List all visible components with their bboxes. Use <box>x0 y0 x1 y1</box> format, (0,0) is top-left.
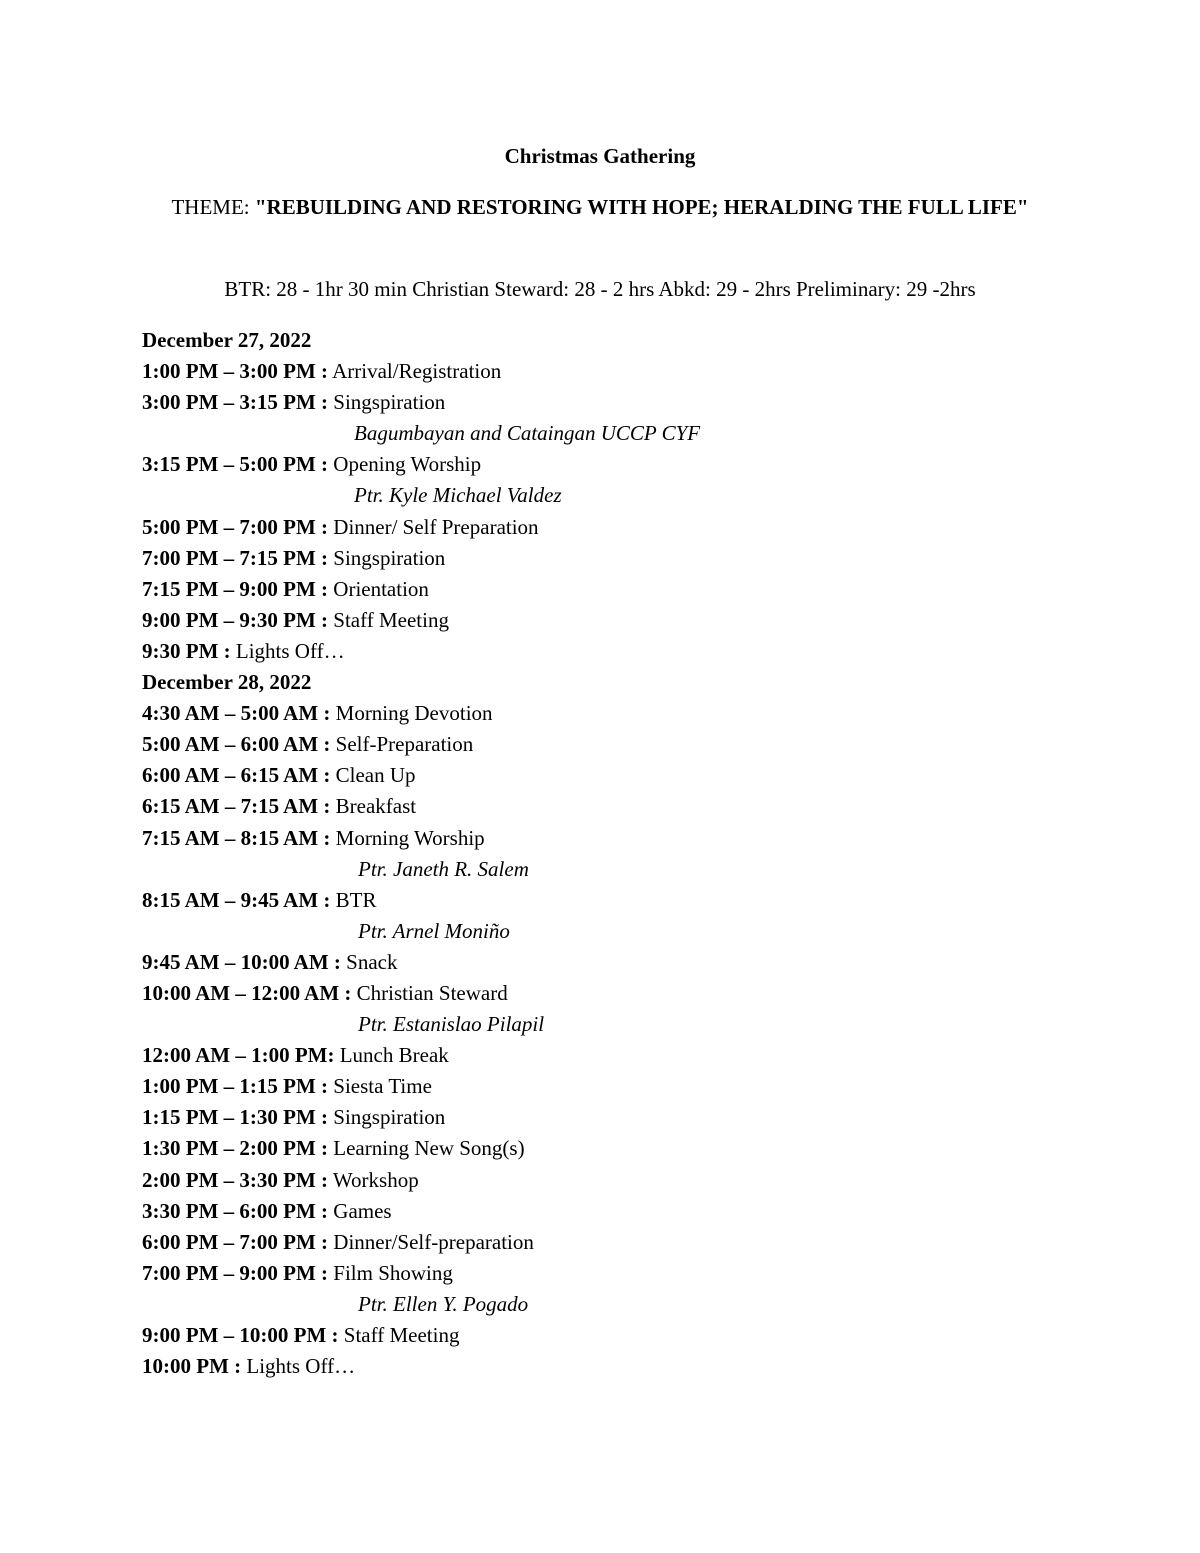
item-time: 6:00 AM – 6:15 AM : <box>142 763 331 788</box>
item-activity: Arrival/Registration <box>328 359 502 384</box>
item-time: 3:15 PM – 5:00 PM : <box>142 452 329 477</box>
item-speaker: Bagumbayan and Cataingan UCCP CYF <box>354 421 701 446</box>
session-allocation: BTR: 28 - 1hr 30 min Christian Steward: 28 - 2 hrs Abkd: 29 - 2hrs Preliminary: 29 -2hrs <box>224 277 976 301</box>
schedule-item <box>142 1320 1102 1351</box>
item-activity: Film Showing <box>328 1260 453 1285</box>
item-time: 7:15 PM – 9:00 PM : <box>142 576 329 601</box>
item-speaker: Ptr. Estanislao Pilapil <box>358 1012 545 1037</box>
item-speaker: Ptr. Janeth R. Salem <box>358 856 529 881</box>
item-activity: Singspiration <box>328 390 446 415</box>
schedule-item <box>142 1071 1102 1102</box>
item-activity: Lights Off… <box>241 1354 356 1379</box>
schedule-item <box>142 636 1102 667</box>
item-speaker: Ptr. Ellen Y. Pogado <box>358 1291 529 1316</box>
schedule-item <box>142 823 1102 854</box>
item-activity: Siesta Time <box>328 1074 432 1099</box>
item-activity: Games <box>328 1198 392 1223</box>
document-title: Christmas Gathering <box>504 144 696 168</box>
item-activity: Morning Worship <box>330 825 485 850</box>
schedule-item <box>142 543 1102 574</box>
schedule-item <box>142 356 1102 387</box>
schedule-item <box>142 1040 1102 1071</box>
item-time: 7:15 AM – 8:15 AM : <box>142 825 331 850</box>
item-time: 1:30 PM – 2:00 PM : <box>142 1136 329 1161</box>
item-activity: Christian Steward <box>351 980 508 1005</box>
item-time: 7:00 PM – 7:15 PM : <box>142 545 329 570</box>
item-activity: Lights Off… <box>230 638 345 663</box>
item-time: 1:15 PM – 1:30 PM : <box>142 1105 329 1130</box>
item-time: 7:00 PM – 9:00 PM : <box>142 1260 329 1285</box>
schedule-item <box>142 729 1102 760</box>
item-activity: Learning New Song(s) <box>328 1136 525 1161</box>
item-time: 4:30 AM – 5:00 AM : <box>142 701 331 726</box>
item-time: 1:00 PM – 1:15 PM : <box>142 1074 329 1099</box>
schedule-item <box>142 978 1102 1009</box>
item-time: 5:00 PM – 7:00 PM : <box>142 514 329 539</box>
item-time: 9:00 PM – 9:30 PM : <box>142 607 329 632</box>
theme-statement <box>150 193 1050 222</box>
item-time: 12:00 AM – 1:00 PM: <box>142 1043 335 1068</box>
schedule-item <box>142 1351 1102 1382</box>
item-time: 3:00 PM – 3:15 PM : <box>142 390 329 415</box>
item-time: 10:00 PM : <box>142 1354 242 1379</box>
schedule-item <box>142 791 1102 822</box>
item-activity: BTR <box>330 887 377 912</box>
schedule <box>142 325 1102 1382</box>
theme-text: "REBUILDING AND RESTORING WITH HOPE; HERALDING THE FULL LIFE" <box>254 195 1029 219</box>
item-activity: Breakfast <box>330 794 417 819</box>
item-activity: Self-Preparation <box>330 732 474 757</box>
item-time: 8:15 AM – 9:45 AM : <box>142 887 331 912</box>
item-activity: Clean Up <box>330 763 416 788</box>
item-activity: Singspiration <box>328 1105 446 1130</box>
item-activity: Staff Meeting <box>328 607 449 632</box>
item-activity: Dinner/ Self Preparation <box>328 514 539 539</box>
schedule-item <box>142 449 1102 480</box>
item-activity: Opening Worship <box>328 452 482 477</box>
item-time: 9:45 AM – 10:00 AM : <box>142 949 341 974</box>
item-speaker: Ptr. Arnel Moniño <box>358 918 510 943</box>
theme-label: THEME: <box>171 195 255 219</box>
item-speaker: Ptr. Kyle Michael Valdez <box>354 483 562 508</box>
schedule-item <box>142 698 1102 729</box>
schedule-item <box>142 1227 1102 1258</box>
item-activity: Snack <box>340 949 398 974</box>
day-date: December 28, 2022 <box>142 670 312 695</box>
schedule-item <box>142 1133 1102 1164</box>
schedule-item <box>142 760 1102 791</box>
item-time: 6:00 PM – 7:00 PM : <box>142 1229 329 1254</box>
item-time: 9:30 PM : <box>142 638 231 663</box>
item-activity: Workshop <box>328 1167 419 1192</box>
schedule-item <box>142 605 1102 636</box>
schedule-item <box>142 1165 1102 1196</box>
schedule-item <box>142 1258 1102 1289</box>
item-time: 6:15 AM – 7:15 AM : <box>142 794 331 819</box>
item-activity: Singspiration <box>328 545 446 570</box>
schedule-item <box>142 387 1102 418</box>
schedule-item <box>142 947 1102 978</box>
item-time: 5:00 AM – 6:00 AM : <box>142 732 331 757</box>
item-activity: Orientation <box>328 576 429 601</box>
item-activity: Morning Devotion <box>330 701 493 726</box>
item-activity: Dinner/Self-preparation <box>328 1229 534 1254</box>
item-time: 1:00 PM – 3:00 PM : <box>142 359 329 384</box>
schedule-item <box>142 574 1102 605</box>
item-time: 9:00 PM – 10:00 PM : <box>142 1323 339 1347</box>
item-time: 2:00 PM – 3:30 PM : <box>142 1167 329 1192</box>
schedule-item <box>142 1102 1102 1133</box>
item-activity: Staff Meeting <box>338 1323 460 1347</box>
schedule-item <box>142 885 1102 916</box>
item-time: 3:30 PM – 6:00 PM : <box>142 1198 329 1223</box>
item-activity: Lunch Break <box>334 1043 449 1068</box>
day-date: December 27, 2022 <box>142 328 312 352</box>
schedule-item <box>142 512 1102 543</box>
item-time: 10:00 AM – 12:00 AM : <box>142 980 352 1005</box>
schedule-item <box>142 1196 1102 1227</box>
